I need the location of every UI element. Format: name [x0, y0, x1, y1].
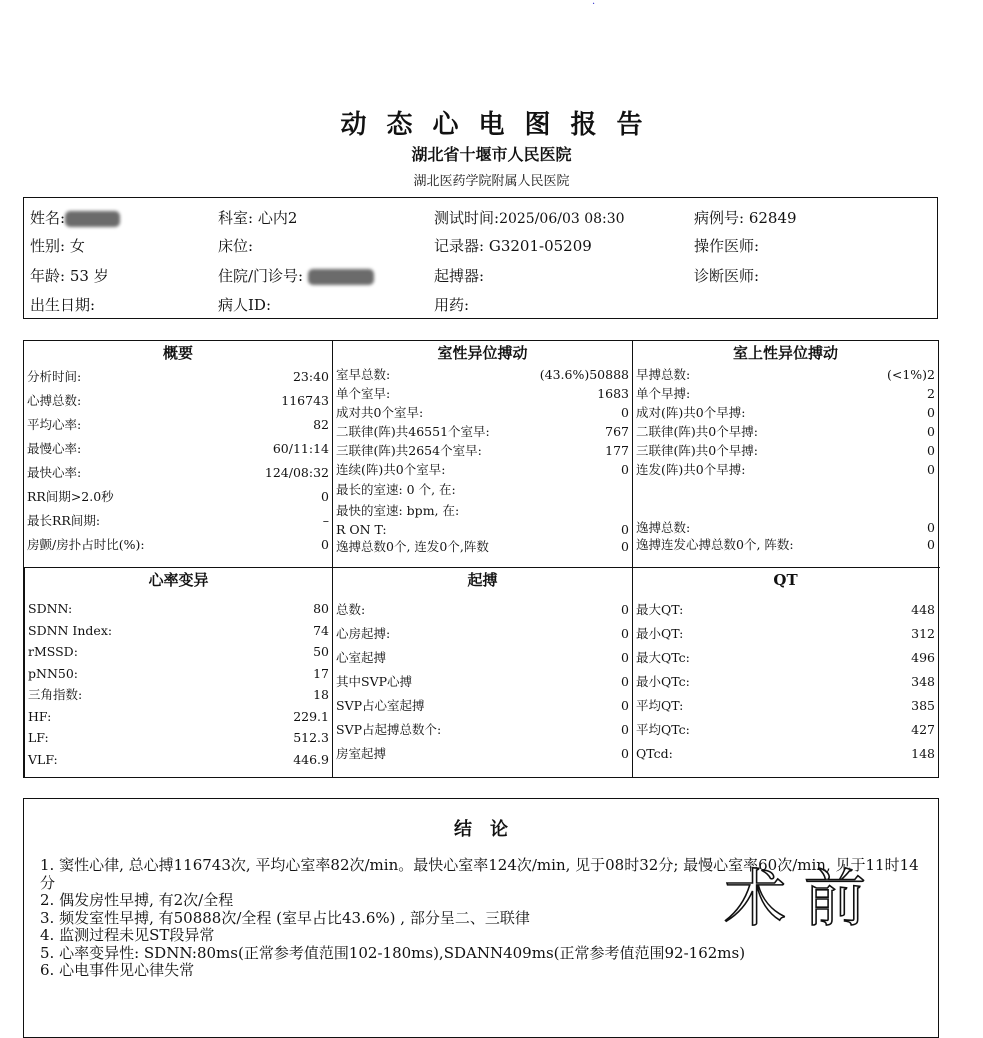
list-item: RR间期>2.0秒 0 — [27, 489, 329, 504]
list-item: 二联律(阵)共46551个室早: 767 — [336, 424, 629, 439]
hrv-section — [24, 568, 332, 778]
list-item: 三联律(阵)共2654个室早: 177 — [336, 443, 629, 458]
list-item: 三角指数: 18 — [28, 687, 329, 702]
list-item: 最小QTc: 348 — [636, 674, 935, 689]
list-item: 最小QT: 312 — [636, 626, 935, 641]
patient-gender: 性别: 女 — [30, 237, 85, 255]
pacing-title: 起搏 — [467, 571, 498, 589]
patient-bed: 床位: — [218, 237, 254, 255]
conclusion-line: 6. 心电事件见心律失常 — [40, 961, 195, 979]
list-item: 心室起搏 0 — [336, 650, 629, 665]
conclusion-line: 3. 频发室性早搏, 有50888次/全程 (室早占比43.6%) , 部分呈二、三联律 — [40, 908, 530, 927]
patient-name: 姓名: — [30, 208, 120, 228]
medication: 用药: — [434, 296, 470, 314]
list-item: 单个早搏: 2 — [636, 386, 935, 401]
conclusion-line: 5. 心率变异性: SDNN:80ms(正常参考值范围102-180ms),SDANN409ms(正常参考值范围92-162ms) — [40, 943, 746, 962]
preoperative-stamp: 术前 — [724, 862, 885, 935]
redacted-name — [65, 211, 120, 227]
list-item: SVP占起搏总数个: 0 — [336, 722, 629, 737]
list-item: HF: 229.1 — [28, 708, 329, 724]
report-title: 动态心电图报告 — [340, 110, 663, 140]
list-item: 室早总数: (43.6%)50888 — [336, 367, 629, 382]
list-item: 成对(阵)共0个早搏: 0 — [636, 405, 935, 420]
list-item: SVP占心室起搏 0 — [336, 698, 629, 713]
patient-admission-no: 住院/门诊号: — [218, 266, 374, 286]
overview-rows — [24, 365, 332, 557]
operator-doctor: 操作医师: — [694, 237, 760, 255]
supraventricular-title: 室上性异位搏动 — [732, 344, 838, 362]
list-item: 最慢心率: 60/11:14 — [27, 441, 329, 456]
pacemaker: 起搏器: — [434, 267, 485, 285]
list-item: 房颤/房扑占时比(%): 0 — [27, 537, 329, 552]
supraventricular-rows — [633, 365, 938, 554]
list-item: 单个室早: 1683 — [336, 386, 629, 401]
list-item: 连续(阵)共0个室早: 0 — [336, 462, 629, 477]
list-item: SDNN Index: 74 — [28, 622, 329, 638]
qt-title: QT — [773, 571, 798, 589]
list-item: 最大QTc: 496 — [636, 650, 935, 665]
hrv-title: 心率变异 — [148, 571, 209, 589]
supraventricular-section — [632, 341, 938, 567]
list-item: 心房起搏: 0 — [336, 626, 629, 641]
list-item: 逸搏总数: 0 — [636, 520, 935, 535]
patient-age: 年龄: 53 岁 — [30, 267, 109, 285]
list-item: 其中SVP心搏 0 — [336, 674, 629, 689]
list-item: 平均心率: 82 — [27, 417, 329, 432]
conclusion-line: 2. 偶发房性早搏, 有2次/全程 — [40, 891, 234, 909]
list-item: 最快心率: 124/08:32 — [27, 465, 329, 480]
list-item: VLF: 446.9 — [28, 751, 329, 767]
list-item: rMSSD: 50 — [28, 644, 329, 659]
list-item: LF: 512.3 — [28, 730, 329, 745]
conclusion-line: 4. 监测过程未见ST段异常 — [40, 926, 215, 944]
list-item: 总数: 0 — [336, 602, 629, 617]
list-item: 平均QT: 385 — [636, 698, 935, 713]
pacing-section — [332, 568, 632, 778]
ventricular-rows — [333, 365, 632, 556]
list-item: 连发(阵)共0个早搏: 0 — [636, 462, 935, 477]
recorder: 记录器: G3201-05209 — [434, 237, 592, 255]
ventricular-title: 室性异位搏动 — [437, 344, 528, 362]
list-item: 分析时间: 23:40 — [27, 369, 329, 384]
list-item: R ON T: 0 — [336, 522, 629, 537]
stray-dot: · — [592, 0, 596, 10]
diagnosing-doctor: 诊断医师: — [694, 267, 760, 285]
list-item: 最快的室速: bpm, 在: — [336, 503, 460, 518]
list-item: 最长RR间期: – — [27, 513, 329, 528]
list-item: 最大QT: 448 — [636, 602, 935, 617]
list-item: 逸搏连发心搏总数0个, 阵数: 0 — [636, 537, 935, 552]
list-item: 逸搏总数0个, 连发0个,阵数 0 — [336, 539, 629, 554]
list-item: 最长的室速: 0 个, 在: — [336, 482, 456, 497]
list-item: pNN50: 17 — [28, 665, 329, 681]
case-number: 病例号: 62849 — [694, 209, 797, 227]
list-item: 成对共0个室早: 0 — [336, 405, 629, 420]
hrv-rows — [25, 592, 332, 770]
ventricular-section — [332, 341, 632, 567]
overview-section — [24, 341, 332, 567]
patient-info-box — [23, 197, 938, 319]
patient-dept: 科室: 心内2 — [218, 209, 298, 227]
qt-section — [632, 568, 938, 778]
list-item: SDNN: 80 — [28, 601, 329, 616]
test-time: 测试时间:2025/06/03 08:30 — [434, 209, 625, 227]
patient-id: 病人ID: — [218, 296, 272, 314]
list-item: 心搏总数: 116743 — [27, 393, 329, 408]
sub-hospital-name: 湖北医药学院附属人民医院 — [413, 174, 570, 189]
list-item: QTcd: 148 — [636, 746, 935, 761]
hospital-name: 湖北省十堰市人民医院 — [411, 145, 572, 164]
list-item: 房室起搏 0 — [336, 746, 629, 761]
list-item: 三联律(阵)共0个早搏: 0 — [636, 443, 935, 458]
patient-dob: 出生日期: — [30, 296, 96, 314]
redacted-admission-no — [308, 269, 374, 285]
list-item: 早搏总数: (<1%)2 — [636, 367, 935, 382]
statistics-grid — [23, 340, 939, 778]
overview-title: 概要 — [162, 344, 193, 362]
conclusion-line: 1. 窦性心律, 总心搏116743次, 平均心室率82次/min。最快心室率124次/min, 见于08时32分; 最慢心室率60次/min, 见于11时14分 — [40, 856, 919, 892]
qt-rows — [633, 592, 938, 766]
list-item: 平均QTc: 427 — [636, 722, 935, 737]
list-item: 二联律(阵)共0个早搏: 0 — [636, 424, 935, 439]
conclusion-title: 结论 — [454, 819, 526, 840]
pacing-rows — [333, 592, 632, 766]
